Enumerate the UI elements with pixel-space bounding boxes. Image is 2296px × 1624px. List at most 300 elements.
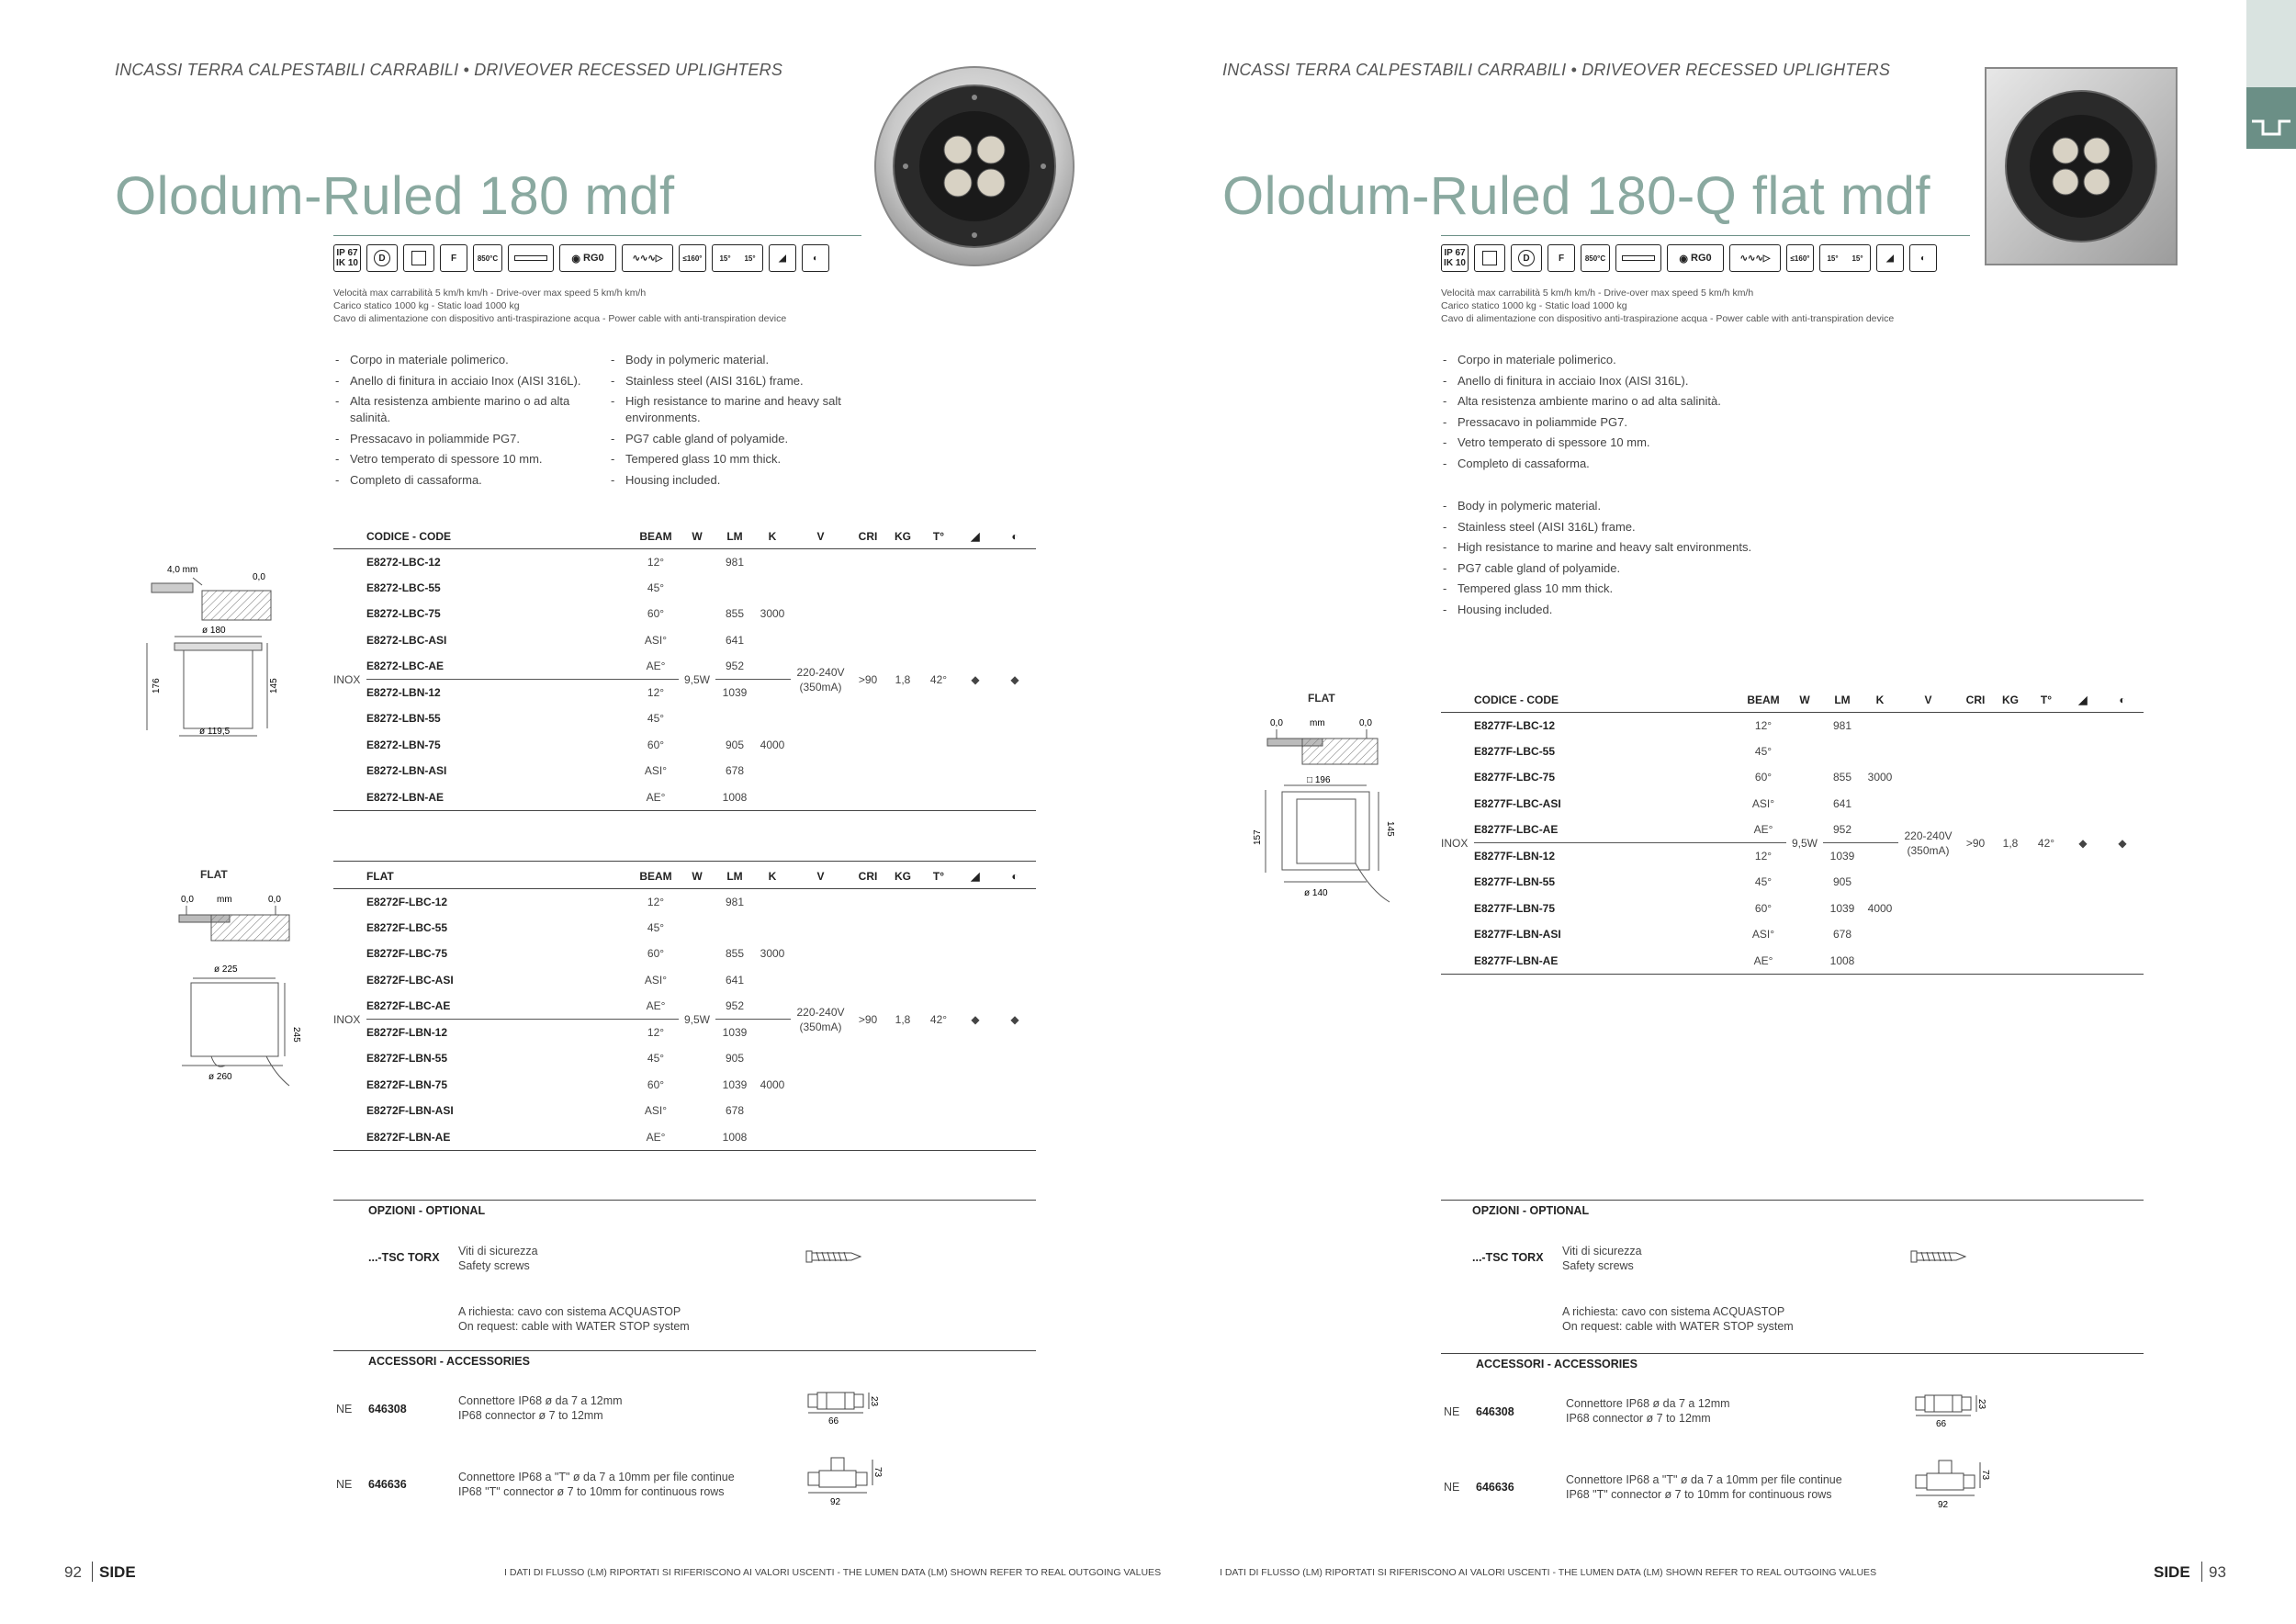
page-subtitle: INCASSI TERRA CALPESTABILI CARRABILI • DRIVEOVER RECESSED UPLIGHTERS: [115, 61, 783, 79]
cell-lumen: 641: [1832, 796, 1852, 810]
cell-code: E8272-LBC-AE: [366, 660, 445, 672]
cell-lumen: 1008: [722, 790, 748, 804]
bullet-en: - High resistance to marine and heavy salt environments.: [609, 393, 866, 426]
dim-zero: 0,0: [253, 572, 265, 582]
cell-beam: AE°: [646, 999, 666, 1012]
class-d-icon: D: [1511, 244, 1542, 272]
cell-beam: AE°: [646, 660, 666, 672]
cell-lumen: 678: [1832, 928, 1852, 942]
cell-beam: 45°: [647, 920, 665, 934]
dim-unit: mm: [217, 895, 232, 905]
bullet-en: - Stainless steel (AISI 316L) frame.: [609, 373, 866, 389]
cell-code: E8277F-LBC-ASI: [1474, 796, 1561, 810]
bullet-it: - Anello di finitura in acciaio Inox (AISI 316L).: [1441, 373, 1827, 389]
cell-lumen: 678: [725, 764, 745, 778]
accessory-it: Connettore IP68 ø da 7 a 12mm: [1566, 1397, 1730, 1410]
product-photo-round: [872, 64, 1076, 268]
dim-height: 73: [1980, 1470, 1990, 1481]
cell-beam: 45°: [1754, 744, 1773, 758]
page-number: 93: [2209, 1563, 2226, 1581]
cell-beam: 60°: [647, 607, 665, 621]
cell-beam: ASI°: [644, 633, 668, 647]
cell-kelvin: [754, 758, 791, 784]
header-code: CODICE - CODE: [366, 529, 452, 543]
cell-code: E8277F-LBN-55: [1474, 875, 1556, 889]
accessories-rule: [1441, 1353, 2144, 1354]
cell-cri: >90: [858, 672, 878, 686]
cell-beam: ASI°: [644, 973, 668, 987]
header-k: K: [768, 529, 777, 543]
cell-d2: ◆: [2118, 836, 2127, 850]
cell-kelvin: [1862, 712, 1898, 739]
cell-finish: INOX: [333, 672, 361, 686]
dim-total: 157: [1253, 829, 1263, 845]
drive-over-icon: ◢: [1876, 244, 1904, 272]
cell-kelvin: 3000: [1867, 771, 1893, 784]
cell-code: E8277F-LBN-75: [1474, 901, 1556, 915]
bullet-it: - Alta resistenza ambiente marino o ad alta salinità.: [333, 393, 600, 426]
bullet-it: - Vetro temperato di spessore 10 mm.: [1441, 434, 1827, 451]
options-heading: OPZIONI - OPTIONAL: [368, 1204, 486, 1217]
accessory-ne: NE: [336, 1478, 353, 1491]
option-en: Safety screws: [458, 1259, 530, 1272]
cell-kelvin: [754, 705, 791, 732]
dim-height: 23: [1976, 1399, 1986, 1410]
cell-lumen: 952: [725, 999, 745, 1012]
on-request-note: [458, 1304, 690, 1334]
cell-lumen: 905: [725, 738, 745, 751]
header-beam: BEAM: [639, 869, 672, 883]
accessory-description: [1566, 1472, 1842, 1502]
dim-width: 92: [1938, 1500, 1949, 1510]
cell-beam: 45°: [647, 581, 665, 594]
spec-notes: [333, 287, 786, 325]
cell-lumen: [715, 915, 754, 942]
section-tab-icon: [2250, 112, 2292, 140]
cell-beam: AE°: [646, 1130, 666, 1144]
header-kg: KG: [895, 529, 911, 543]
cell-kelvin: 4000: [1867, 901, 1893, 915]
cell-code: E8277F-LBC-75: [1474, 771, 1556, 784]
bullet-it: - Pressacavo in poliammide PG7.: [1441, 414, 1827, 431]
cell-t: 42°: [2037, 836, 2055, 850]
cell-beam: 45°: [1754, 875, 1773, 889]
header-t: T°: [932, 869, 945, 883]
cell-kelvin: [1862, 739, 1898, 765]
cell-lumen: 855: [725, 947, 745, 961]
option-code: ...-TSC TORX: [368, 1251, 440, 1264]
cell-code: E8272F-LBC-ASI: [366, 973, 454, 987]
right-page: [1148, 0, 2296, 1624]
ip-ik-icon: IP 67 IK 10: [1441, 244, 1469, 272]
dim-height: 73: [872, 1467, 883, 1478]
cell-code: E8277F-LBN-ASI: [1474, 928, 1561, 942]
header-v: V: [1924, 693, 1932, 706]
cell-beam: 60°: [647, 1077, 665, 1091]
glow-wire-icon: 850°C: [1581, 244, 1610, 272]
cell-beam: ASI°: [1751, 796, 1775, 810]
dim-dia-top: ø 225: [214, 964, 238, 975]
accessory-description: [458, 1470, 735, 1499]
cell-d1: ◆: [2078, 836, 2088, 850]
bullet-it: - Pressacavo in poliammide PG7.: [333, 431, 600, 447]
cell-voltage: 220-240V (350mA): [796, 665, 845, 694]
accessory-code: 646636: [368, 1478, 407, 1491]
cell-d1: ◆: [971, 1012, 980, 1026]
cell-beam: 12°: [647, 555, 665, 569]
cell-lumen: 1039: [722, 1026, 748, 1039]
cell-code: E8272F-LBC-55: [366, 920, 448, 934]
dim-total: 176: [152, 678, 162, 694]
cell-code: E8272-LBN-AE: [366, 790, 445, 804]
cell-cri: >90: [858, 1012, 878, 1026]
bullet-en: - Housing included.: [1441, 602, 1900, 618]
cell-kg: 1,8: [895, 1012, 911, 1026]
bullet-it: - Corpo in materiale polimerico.: [1441, 352, 1827, 368]
cell-lumen: 855: [725, 607, 745, 621]
cell-kelvin: [754, 575, 791, 602]
bullet-it: - Anello di finitura in acciaio Inox (AISI 316L).: [333, 373, 600, 389]
product-table-flat: [1441, 688, 2144, 975]
cell-t: 42°: [929, 672, 948, 686]
dim-zero-left: 0,0: [1270, 718, 1283, 728]
beam-angle-icon: 15° 15°: [712, 244, 763, 272]
accessory-description: [1566, 1396, 1730, 1426]
header-v: V: [816, 529, 825, 543]
cell-kelvin: [754, 993, 791, 1020]
table-divider: [333, 861, 1036, 862]
cell-code: E8272F-LBN-75: [366, 1077, 448, 1091]
cell-code: E8277F-LBN-AE: [1474, 953, 1559, 967]
cell-kelvin: [754, 915, 791, 942]
header-load-icon: ◐: [1011, 529, 1019, 543]
t-connector-icon: [1914, 1459, 1990, 1514]
side-tab: [2246, 0, 2296, 149]
accessory-en: IP68 "T" connector ø 7 to 10mm for continuous rows: [458, 1485, 725, 1498]
footer-divider: [92, 1562, 93, 1582]
header-cri: CRI: [858, 869, 878, 883]
cell-d2: ◆: [1010, 672, 1019, 686]
accessory-en: IP68 connector ø 7 to 12mm: [1566, 1412, 1711, 1425]
cell-kelvin: [754, 627, 791, 654]
cable-note: Cavo di alimentazione con dispositivo anti-traspirazione acqua - Power cable with anti-transpiration device: [333, 313, 787, 324]
header-k: K: [768, 869, 777, 883]
f-mark-icon: F: [440, 244, 467, 272]
option-it: Viti di sicurezza: [1562, 1245, 1642, 1257]
cell-kelvin: [754, 1020, 791, 1046]
speed-note: Velocità max carrabilità 5 km/h km/h - Drive-over max speed 5 km/h km/h: [1441, 288, 1754, 299]
table-row: [333, 888, 1036, 915]
header-load-icon: ◐: [2119, 693, 2126, 706]
cell-beam: 12°: [647, 686, 665, 699]
cell-code: E8272-LBC-12: [366, 555, 441, 569]
product-title: Olodum-Ruled 180 mdf: [115, 166, 675, 226]
beam-angle-icon: 15° 15°: [1819, 244, 1871, 272]
cell-beam: 45°: [647, 1052, 665, 1066]
dim-height: 145: [269, 678, 279, 694]
header-k: K: [1875, 693, 1885, 706]
cell-kelvin: [754, 784, 791, 811]
header-drive-over-icon: ◢: [971, 529, 980, 543]
cell-kelvin: [1862, 843, 1898, 870]
cell-code: E8272F-LBN-55: [366, 1052, 448, 1066]
bullet-en: - High resistance to marine and heavy salt environments.: [1441, 539, 1900, 556]
cell-lumen: 1008: [722, 1130, 748, 1144]
cell-kelvin: [754, 1045, 791, 1072]
cell-code: E8277F-LBC-AE: [1474, 823, 1559, 836]
dim-height: 23: [869, 1396, 879, 1407]
options-rule: [333, 1200, 1036, 1201]
cell-code: E8272F-LBC-75: [366, 947, 448, 961]
drive-over-icon: ◢: [769, 244, 796, 272]
option-description: [458, 1244, 538, 1273]
accessory-it: Connettore IP68 a "T" ø da 7 a 10mm per file continue: [458, 1471, 735, 1483]
cell-beam: ASI°: [644, 1104, 668, 1118]
cell-kelvin: [1862, 817, 1898, 843]
dim-dia-bottom: ø 260: [208, 1072, 232, 1082]
accessory-ne: NE: [336, 1403, 353, 1415]
header-kg: KG: [2002, 693, 2019, 706]
dim-height: 145: [1385, 821, 1395, 837]
bullet-en: - Body in polymeric material.: [609, 352, 866, 368]
dim-top: 4,0 mm: [167, 565, 198, 575]
cell-beam: 60°: [1754, 771, 1773, 784]
accessory-it: Connettore IP68 ø da 7 a 12mm: [458, 1394, 623, 1407]
cell-beam: 12°: [647, 895, 665, 908]
header-cri: CRI: [858, 529, 878, 543]
dim-zero-left: 0,0: [181, 895, 194, 905]
cell-d2: ◆: [1010, 1012, 1019, 1026]
bullet-en: - PG7 cable gland of polyamide.: [609, 431, 866, 447]
on-request-it: A richiesta: cavo con sistema ACQUASTOP: [1562, 1305, 1785, 1318]
cell-beam: AE°: [1753, 953, 1773, 967]
options-heading: OPZIONI - OPTIONAL: [1472, 1204, 1590, 1217]
header-w: W: [692, 869, 703, 883]
table-header-row: [333, 864, 1036, 888]
section-name: SIDE: [99, 1563, 136, 1581]
cable-icon: [1615, 244, 1661, 272]
on-request-en: On request: cable with WATER STOP system: [458, 1320, 690, 1333]
cell-kelvin: 3000: [760, 607, 785, 621]
accessories-heading: ACCESSORI - ACCESSORIES: [1476, 1358, 1638, 1370]
bullet-en: - PG7 cable gland of polyamide.: [1441, 560, 1900, 577]
dim-dia-bottom: ø 140: [1304, 888, 1328, 898]
load-note: Carico statico 1000 kg - Static load 1000 kg: [1441, 300, 1627, 311]
cell-kelvin: [1862, 869, 1898, 896]
footer-note: I DATI DI FLUSSO (LM) RIPORTATI SI RIFERISCONO AI VALORI USCENTI - THE LUMEN DATA (LM) SHOWN REFER TO REAL OUTGOING VALUES: [504, 1567, 1162, 1578]
dim-unit: mm: [1310, 718, 1325, 728]
accessory-code: 646308: [1476, 1405, 1514, 1418]
cell-code: E8272F-LBC-12: [366, 895, 448, 908]
cell-beam: AE°: [646, 790, 666, 804]
accessory-ne: NE: [1444, 1405, 1460, 1418]
dim-zero-right: 0,0: [268, 895, 281, 905]
photobio-risk-icon: ◉ RG0: [1667, 244, 1724, 272]
cell-lumen: 952: [1832, 823, 1852, 836]
header-drive-over-icon: ◢: [2078, 693, 2088, 706]
cell-t: 42°: [929, 1012, 948, 1026]
cell-lumen: 952: [725, 660, 745, 672]
spec-icons-row: [1441, 244, 1937, 272]
cell-code: E8272-LBN-55: [366, 712, 441, 726]
screw-icon: [805, 1247, 862, 1266]
option-it: Viti di sicurezza: [458, 1245, 538, 1257]
cell-watt: 9,5W: [683, 1012, 710, 1026]
cell-kelvin: 4000: [760, 738, 785, 751]
cell-lumen: 905: [1832, 875, 1852, 889]
accessories-rule: [333, 1350, 1036, 1351]
dim-width: 66: [1936, 1419, 1947, 1429]
cell-kg: 1,8: [2002, 836, 2019, 850]
cell-kelvin: [1862, 921, 1898, 948]
wave-icon: ∿∿∿▷: [622, 244, 673, 272]
cell-beam: ASI°: [644, 764, 668, 778]
header-spacer: [333, 864, 366, 888]
class-ii-icon: [403, 244, 434, 272]
cell-code: E8272F-LBN-AE: [366, 1130, 451, 1144]
cell-code: E8272F-LBC-AE: [366, 999, 451, 1012]
header-v: V: [816, 869, 825, 883]
cell-kelvin: 4000: [760, 1077, 785, 1091]
drawing-flat-label: FLAT: [200, 868, 228, 881]
cable-icon: [508, 244, 554, 272]
cell-kelvin: [754, 680, 791, 706]
cell-beam: 60°: [647, 947, 665, 961]
cell-code: E8277F-LBC-12: [1474, 718, 1556, 732]
on-request-it: A richiesta: cavo con sistema ACQUASTOP: [458, 1305, 681, 1318]
cell-lumen: [715, 705, 754, 732]
header-code: CODICE - CODE: [1474, 693, 1559, 706]
cell-kelvin: [754, 548, 791, 575]
header-t: T°: [932, 529, 945, 543]
cell-lumen: 641: [725, 633, 745, 647]
cell-code: E8272-LBN-75: [366, 738, 441, 751]
page-number: 92: [64, 1563, 82, 1581]
load-note: Carico statico 1000 kg - Static load 1000 kg: [333, 300, 520, 311]
option-code: ...-TSC TORX: [1472, 1251, 1544, 1264]
section-name: SIDE: [2154, 1563, 2190, 1581]
screw-icon: [1910, 1247, 1967, 1266]
header-code: FLAT: [366, 869, 394, 883]
cell-finish: INOX: [1441, 836, 1469, 850]
dim-zero-right: 0,0: [1359, 718, 1372, 728]
header-load-icon: ◐: [1011, 869, 1019, 883]
bullets-english: [609, 352, 866, 492]
accessories-heading: ACCESSORI - ACCESSORIES: [368, 1355, 530, 1368]
cell-kelvin: [754, 967, 791, 994]
header-spacer: [1441, 688, 1474, 712]
wave-icon: ∿∿∿▷: [1729, 244, 1781, 272]
cell-cri: >90: [1965, 836, 1986, 850]
accessory-ne: NE: [1444, 1481, 1460, 1494]
dim-dia-top: ø 180: [202, 626, 226, 636]
bullet-en: - Tempered glass 10 mm thick.: [609, 451, 866, 468]
technical-drawing-standard: [142, 556, 308, 749]
header-w: W: [692, 529, 703, 543]
table-header-row: [1441, 688, 2144, 712]
bullet-en: - Tempered glass 10 mm thick.: [1441, 581, 1900, 597]
load-icon: ◐: [802, 244, 829, 272]
cell-lumen: 981: [725, 895, 745, 908]
bullet-it: - Corpo in materiale polimerico.: [333, 352, 600, 368]
product-title: Olodum-Ruled 180-Q flat mdf: [1222, 166, 1931, 226]
header-drive-over-icon: ◢: [971, 869, 980, 883]
cell-kelvin: [1862, 791, 1898, 818]
cell-voltage: 220-240V (350mA): [796, 1005, 845, 1033]
table-row: [1441, 712, 2144, 739]
header-w: W: [1799, 693, 1810, 706]
photobio-risk-icon: ◉ RG0: [559, 244, 616, 272]
cell-kelvin: [754, 1098, 791, 1124]
table-row: [333, 548, 1036, 575]
cell-lumen: [715, 575, 754, 602]
table-header-row: [333, 524, 1036, 548]
header-lm: LM: [726, 529, 743, 543]
dim-width: 92: [830, 1497, 841, 1507]
bullets-italian: [1441, 352, 1827, 476]
bullet-en: - Housing included.: [609, 472, 866, 489]
cell-lumen: 1008: [1829, 953, 1855, 967]
cell-lumen: 1039: [722, 1077, 748, 1091]
drawing-flat-label: FLAT: [1308, 692, 1335, 705]
product-table-flat: [333, 864, 1036, 1151]
cell-code: E8272F-LBN-ASI: [366, 1104, 454, 1118]
cell-code: E8277F-LBC-55: [1474, 744, 1556, 758]
header-beam: BEAM: [639, 529, 672, 543]
cell-code: E8272-LBN-ASI: [366, 764, 447, 778]
cell-beam: 12°: [1754, 850, 1773, 863]
header-spacer: [333, 524, 366, 548]
header-beam: BEAM: [1747, 693, 1780, 706]
bullet-it: - Alta resistenza ambiente marino o ad alta salinità.: [1441, 393, 1827, 410]
cell-voltage: 220-240V (350mA): [1904, 829, 1953, 857]
product-table-standard: [333, 524, 1036, 811]
cell-beam: ASI°: [1751, 928, 1775, 942]
cell-watt: 9,5W: [683, 672, 710, 686]
cell-code: E8272-LBC-75: [366, 607, 441, 621]
header-kg: KG: [895, 869, 911, 883]
cell-beam: AE°: [1753, 823, 1773, 836]
cell-finish: INOX: [333, 1012, 361, 1026]
cell-lumen: 1039: [1829, 850, 1855, 863]
tilt-angle-icon: ≤160°: [679, 244, 706, 272]
cell-lumen: 981: [1832, 718, 1852, 732]
connector-icon: [1914, 1392, 1986, 1429]
f-mark-icon: F: [1548, 244, 1575, 272]
dim-dia-top: □ 196: [1307, 775, 1331, 785]
load-icon: ◐: [1909, 244, 1937, 272]
cell-kelvin: 3000: [760, 947, 785, 961]
page-subtitle: INCASSI TERRA CALPESTABILI CARRABILI • DRIVEOVER RECESSED UPLIGHTERS: [1222, 61, 1891, 79]
cell-kelvin: [754, 1124, 791, 1151]
accessory-it: Connettore IP68 a "T" ø da 7 a 10mm per file continue: [1566, 1473, 1842, 1486]
options-rule: [1441, 1200, 2144, 1201]
technical-drawing-flat-square: [1253, 707, 1403, 909]
footer-divider: [2201, 1562, 2202, 1582]
cell-lumen: 855: [1832, 771, 1852, 784]
cell-beam: 60°: [647, 738, 665, 751]
cell-kelvin: [754, 653, 791, 680]
cable-note: Cavo di alimentazione con dispositivo anti-traspirazione acqua - Power cable with anti-transpiration device: [1441, 313, 1895, 324]
spec-icons-row: [333, 244, 829, 272]
accessory-code: 646308: [368, 1403, 407, 1415]
on-request-note: [1562, 1304, 1794, 1334]
cell-code: E8272-LBN-12: [366, 686, 441, 699]
cell-d1: ◆: [971, 672, 980, 686]
cell-code: E8272F-LBN-12: [366, 1026, 448, 1039]
cell-lumen: [1823, 739, 1862, 765]
header-cri: CRI: [1965, 693, 1986, 706]
